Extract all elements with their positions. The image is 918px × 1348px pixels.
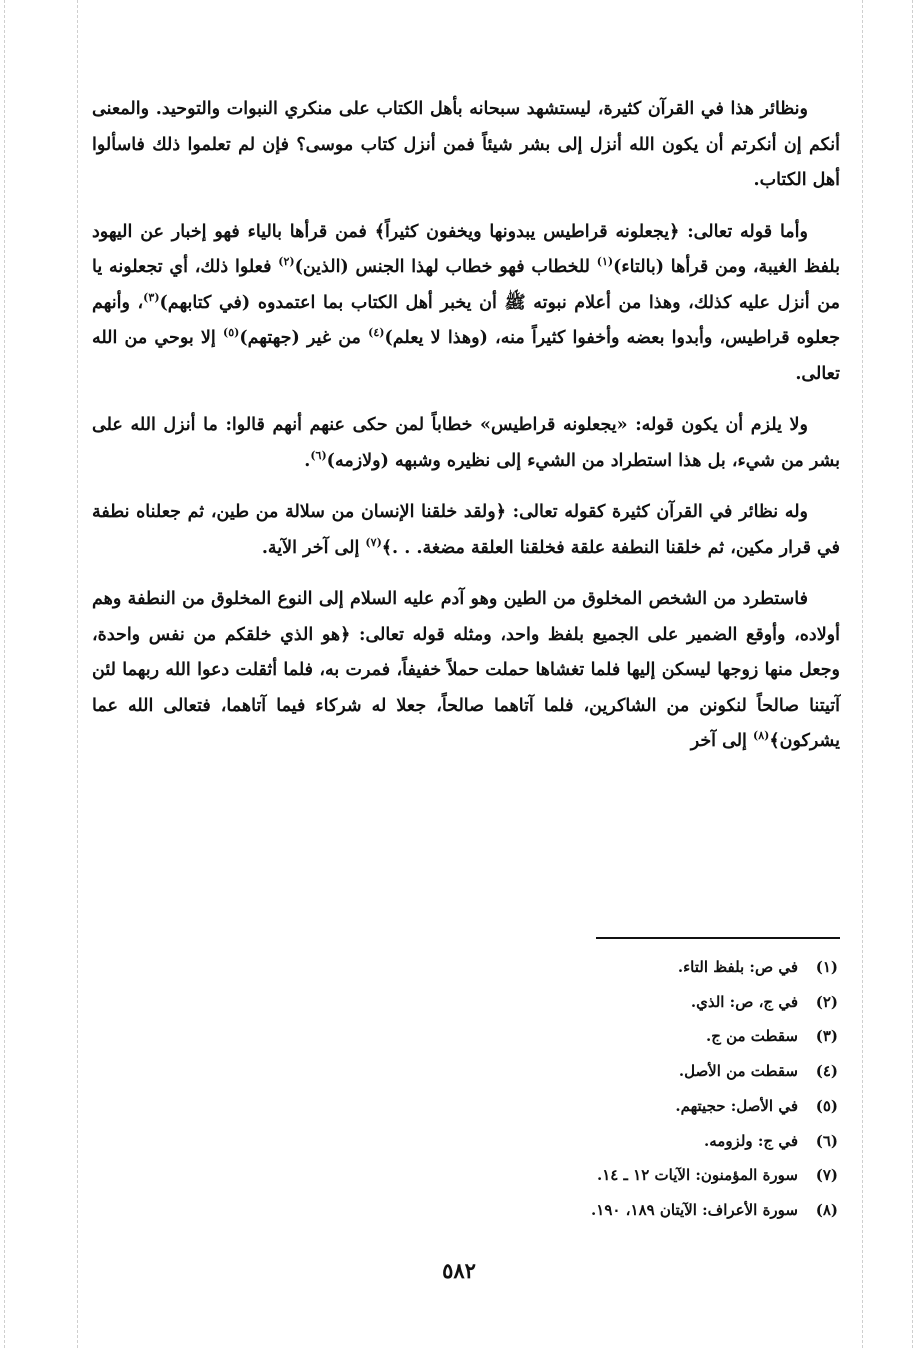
footnote-separator <box>596 937 840 939</box>
footnote-number: (٧) <box>815 1166 838 1185</box>
footnote-text: في ج، ص: الذي. <box>690 992 798 1011</box>
footnote-ref: (٧) <box>365 535 382 549</box>
paragraph-text: وأما قوله تعالى: ﴿يجعلونه قراطيس يبدونها ويخفون كثيراً﴾ فمن قرأها بالياء فهو إخبار عن اليهود بلفظ الغيبة، ومن قرأها (بالتاء) <box>92 221 840 277</box>
footnote-item <box>438 1193 838 1228</box>
footnote-ref: (٢) <box>278 255 295 269</box>
margin-guide-left-inner <box>77 0 78 1348</box>
paragraph-5 <box>92 582 840 760</box>
footnote-text: سقطت من ج. <box>706 1027 798 1046</box>
margin-guide-right-inner <box>862 0 863 1348</box>
paragraph-1 <box>92 92 840 199</box>
paragraph-text: فعلوا ذلك، أي تجعلونه يا من أنزل عليه كذلك، وهذا من أعلام نبوته ﷺ أن يخبر أهل الكتاب بما اعتمدوه (في كتابهم) <box>92 257 840 313</box>
footnote-ref: (١) <box>596 255 614 269</box>
paragraph-text: ونظائر هذا في القرآن كثيرة، ليستشهد سبحانه بأهل الكتاب على منكري النبوات والتوحيد. والمعنى أنكم إن أنكرتم أن يكون الله أنزل إلى بشر شيئاً فمن أنزل كتاب موسى؟ فإن لم تعلموا ذلك فاسألوا أهل الكتاب. <box>92 99 840 190</box>
paragraph-text: إلى آخر <box>690 731 754 751</box>
margin-guide-left <box>4 0 5 1348</box>
footnote-ref: (٥) <box>222 326 240 340</box>
margin-guide-right <box>912 0 913 1348</box>
footnote-text: سقطت من الأصل. <box>678 1062 798 1081</box>
paragraph-text: إلى آخر الآية. <box>261 537 366 558</box>
paragraph-4 <box>92 495 840 566</box>
paragraph-text: . <box>304 450 311 471</box>
page-number: ٥٨٢ <box>442 1258 476 1283</box>
footnote-number: (٨) <box>815 1200 838 1219</box>
footnote-number: (٢) <box>815 992 838 1011</box>
footnote-item <box>438 1089 838 1124</box>
footnote-list <box>438 950 838 1228</box>
footnote-number: (٤) <box>815 1062 838 1081</box>
footnote-ref: (٤) <box>368 326 385 340</box>
paragraph-text: للخطاب فهو خطاب لهذا الجنس (الذين) <box>294 257 597 277</box>
footnote-item <box>438 950 838 985</box>
footnote-number: (٦) <box>815 1131 838 1150</box>
paragraph-text: من غير (جهتهم) <box>239 328 369 348</box>
paragraph-text: وله نظائر في القرآن كثيرة كقوله تعالى: ﴿ولقد خلقنا الإنسان من سلالة من طين، ثم جعلناه نطفة في قرار مكين، ثم خلقنا النطفة علقة فخلقنا العلقة مضغة. . .﴾ <box>92 502 840 558</box>
footnote-number: (١) <box>815 958 838 976</box>
paragraph-3 <box>92 408 840 479</box>
footnote-item <box>438 1054 838 1089</box>
paragraph-text: فاستطرد من الشخص المخلوق من الطين وهو آدم عليه السلام إلى النوع المخلوق من النطفة وهم أولاده، وأوقع الضمير على الجميع بلفظ واحد، ومثله قوله تعالى: ﴿هو الذي خلقكم من نفس واحدة، وجعل منها زوجها ليسكن إليها فلما تغشاها حملت حملاً خفيفاً، فمرت به، فلما أثقلت دعوا الله ربهما لئن آتيتنا صالحاً لنكونن من الشاكرين، فلما آتاهما صالحاً، جعلا له شركاء فيما آتاهما، فتعالى الله عما يشركون﴾ <box>92 589 840 751</box>
footnote-item <box>438 1158 838 1193</box>
footnote-ref: (٣) <box>143 290 160 304</box>
footnote-item <box>438 1019 838 1054</box>
footnote-text: سورة الأعراف: الآيتان ١٨٩، ١٩٠. <box>591 1200 798 1219</box>
page-body <box>92 92 840 776</box>
footnote-text: في الأصل: حجيتهم. <box>675 1096 798 1115</box>
paragraph-2 <box>92 215 840 393</box>
footnote-number: (٣) <box>815 1027 838 1046</box>
paragraph-text: إلا بوحي من الله تعالى. <box>92 328 840 384</box>
footnote-ref: (٨) <box>753 729 770 743</box>
footnote-item <box>438 985 838 1020</box>
footnote-text: في ص: بلفظ التاء. <box>677 958 798 976</box>
footnote-ref: (٦) <box>310 448 327 462</box>
paragraph-text: ، وأنهم جعلوه قراطيس، وأبدوا بعضه وأخفوا كثيراً منه، (وهذا لا يعلم) <box>92 292 841 348</box>
footnote-number: (٥) <box>815 1096 838 1115</box>
footnote-item <box>438 1124 838 1159</box>
paragraph-text: ولا يلزم أن يكون قوله: «يجعلونه قراطيس» خطاباً لمن حكى عنهم أنهم قالوا: ما أنزل الله على بشر من شيء، بل هذا استطراد من الشيء إلى نظيره وشبهه (ولازمه) <box>92 415 840 471</box>
footnote-text: في ج: ولزومه. <box>704 1131 798 1150</box>
footnote-text: سورة المؤمنون: الآيات ١٢ ـ ١٤. <box>596 1166 798 1185</box>
